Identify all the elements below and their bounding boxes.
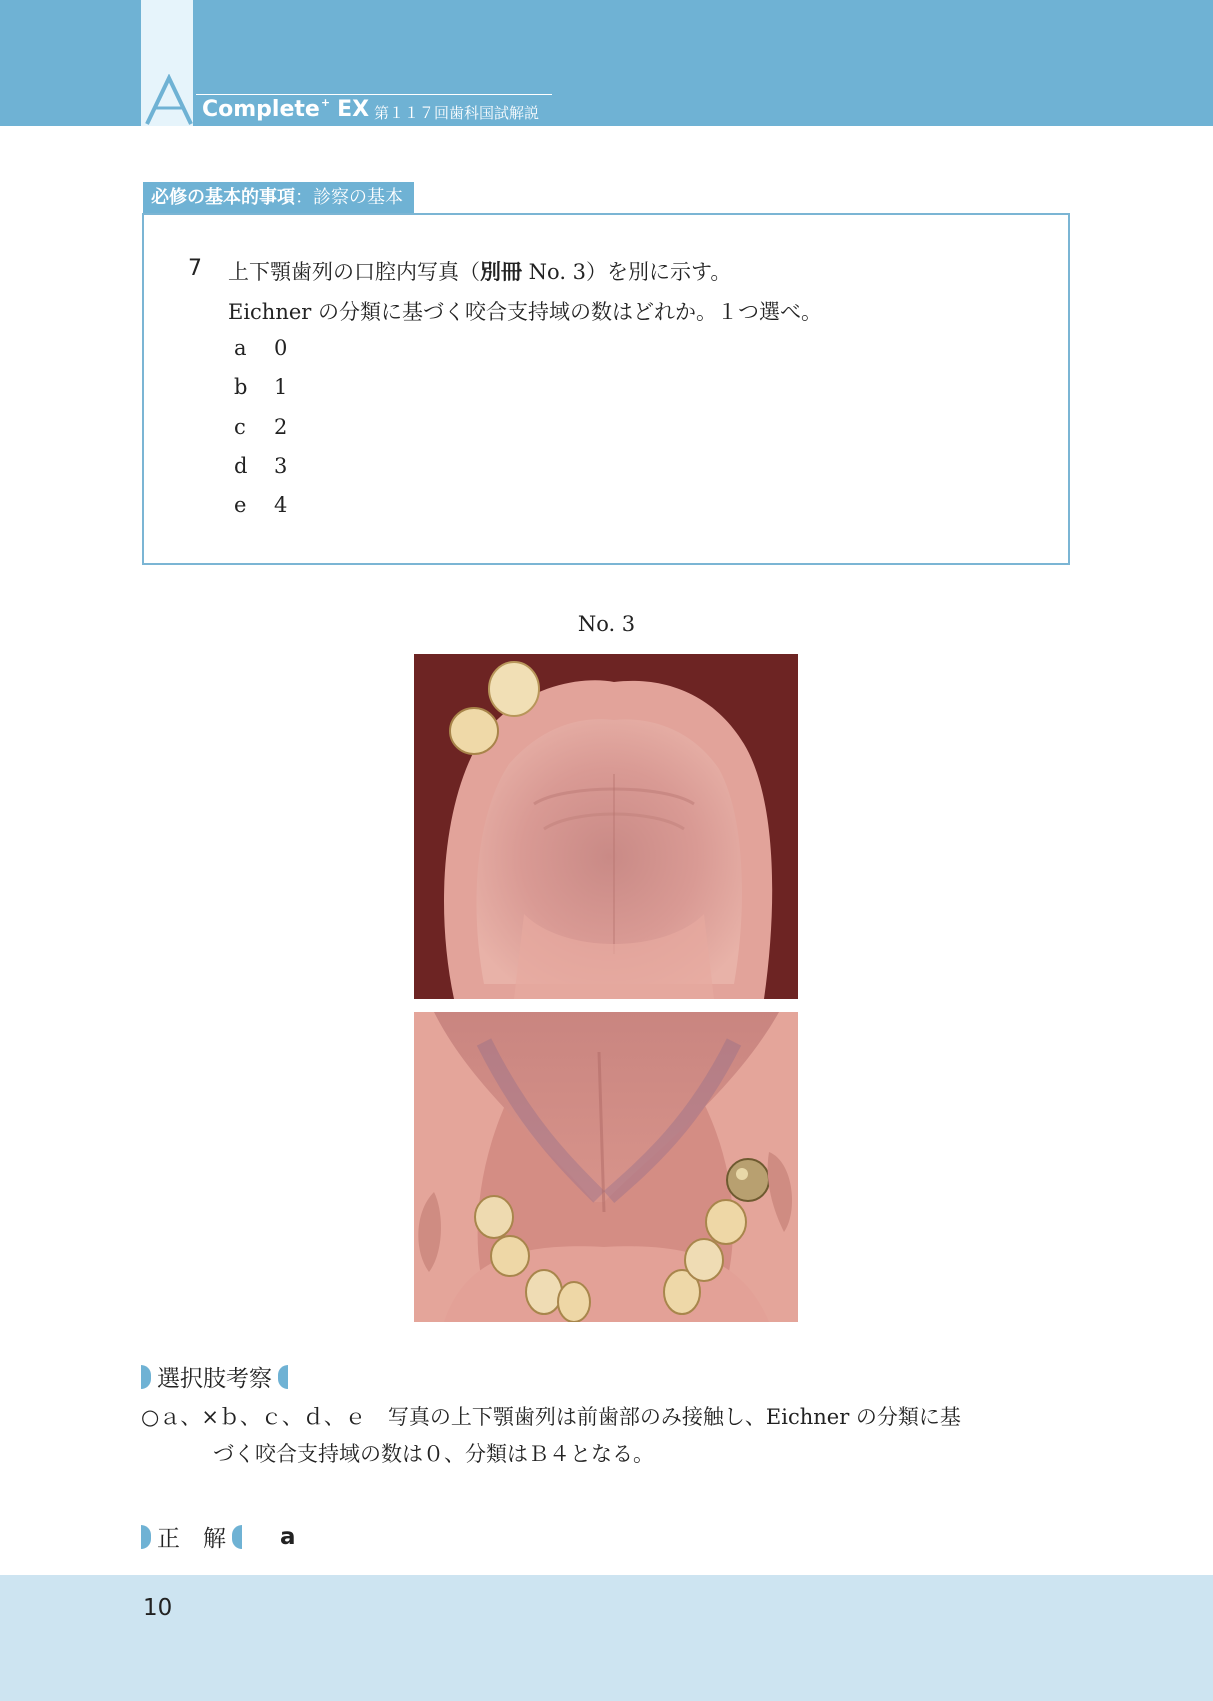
lower-tooth: [475, 1196, 513, 1238]
book-title-plus: +: [320, 96, 331, 109]
header-rule: [196, 94, 552, 95]
choice-value: 3: [274, 454, 288, 478]
heading-bracket-left: [141, 1525, 151, 1549]
choice-value: 4: [274, 493, 288, 517]
choice-b: [234, 375, 288, 399]
explanation-line-2: づく咬合支持域の数は０、分類はＢ４となる。: [213, 1442, 654, 1466]
lower-tooth: [526, 1270, 562, 1314]
question-line-1: [228, 256, 731, 286]
book-title-ex: EX: [337, 97, 370, 122]
answer-value: a: [280, 1523, 296, 1550]
category-main: 必修の基本的事項: [151, 187, 295, 208]
upper-tooth: [489, 662, 539, 716]
choice-c: [234, 415, 288, 439]
header-logo-letter-a: [143, 74, 195, 126]
question-line-2: Eichner の分類に基づく咬合支持域の数はどれか。１つ選べ。: [228, 300, 822, 324]
lower-tooth: [491, 1236, 529, 1276]
upper-tooth: [450, 708, 498, 754]
book-title-main: Complete: [202, 97, 320, 122]
page-header: [0, 0, 1213, 126]
explanation-text-1: 写真の上下顎歯列は前歯部のみ接触し、Eichner の分類に基: [387, 1405, 961, 1429]
explanation-line-1: [141, 1401, 961, 1431]
choice-value: 0: [274, 336, 288, 360]
lower-tooth: [706, 1200, 746, 1244]
page-footer: [0, 1575, 1213, 1701]
figure-label: No. 3: [577, 612, 636, 636]
choice-value: 2: [274, 415, 288, 439]
answer-title: 正 解: [157, 1526, 226, 1552]
options-discussion-heading: [141, 1360, 288, 1393]
page-number: 10: [143, 1595, 173, 1621]
category-sub: 診察の基本: [313, 187, 403, 208]
choice-letter: a: [234, 336, 247, 360]
lower-jaw-photo: [414, 1012, 798, 1322]
heading-bracket-right: [232, 1525, 242, 1549]
category-label: [143, 182, 414, 213]
question-number: 7: [188, 256, 202, 281]
choice-value: 1: [274, 375, 288, 399]
question-line-1-post: No. 3）を別に示す。: [522, 260, 732, 284]
metal-crown: [727, 1159, 769, 1201]
choice-letter: c: [234, 415, 246, 439]
choice-e: [234, 493, 288, 517]
heading-bracket-left: [141, 1365, 151, 1389]
book-subtitle: 第１１７回歯科国試解説: [374, 104, 540, 122]
answer-heading: [141, 1520, 296, 1553]
heading-bracket-right: [278, 1365, 288, 1389]
upper-jaw-photo: [414, 654, 798, 999]
lower-tooth: [558, 1282, 590, 1322]
question-line-1-bold: 別冊: [480, 260, 522, 284]
options-discussion-title: 選択肢考察: [157, 1366, 272, 1392]
book-title: [202, 96, 369, 122]
explanation-choice-marks: ○ａ、×ｂ、ｃ、ｄ、ｅ: [141, 1405, 366, 1429]
choice-a: [234, 336, 288, 360]
choice-letter: e: [234, 493, 247, 517]
choice-letter: b: [234, 375, 248, 399]
category-separator: ：: [295, 187, 313, 208]
question-line-1-pre: 上下顎歯列の口腔内写真（: [228, 260, 480, 284]
choice-d: [234, 454, 288, 478]
choice-letter: d: [234, 454, 248, 478]
lower-tooth: [685, 1239, 723, 1281]
